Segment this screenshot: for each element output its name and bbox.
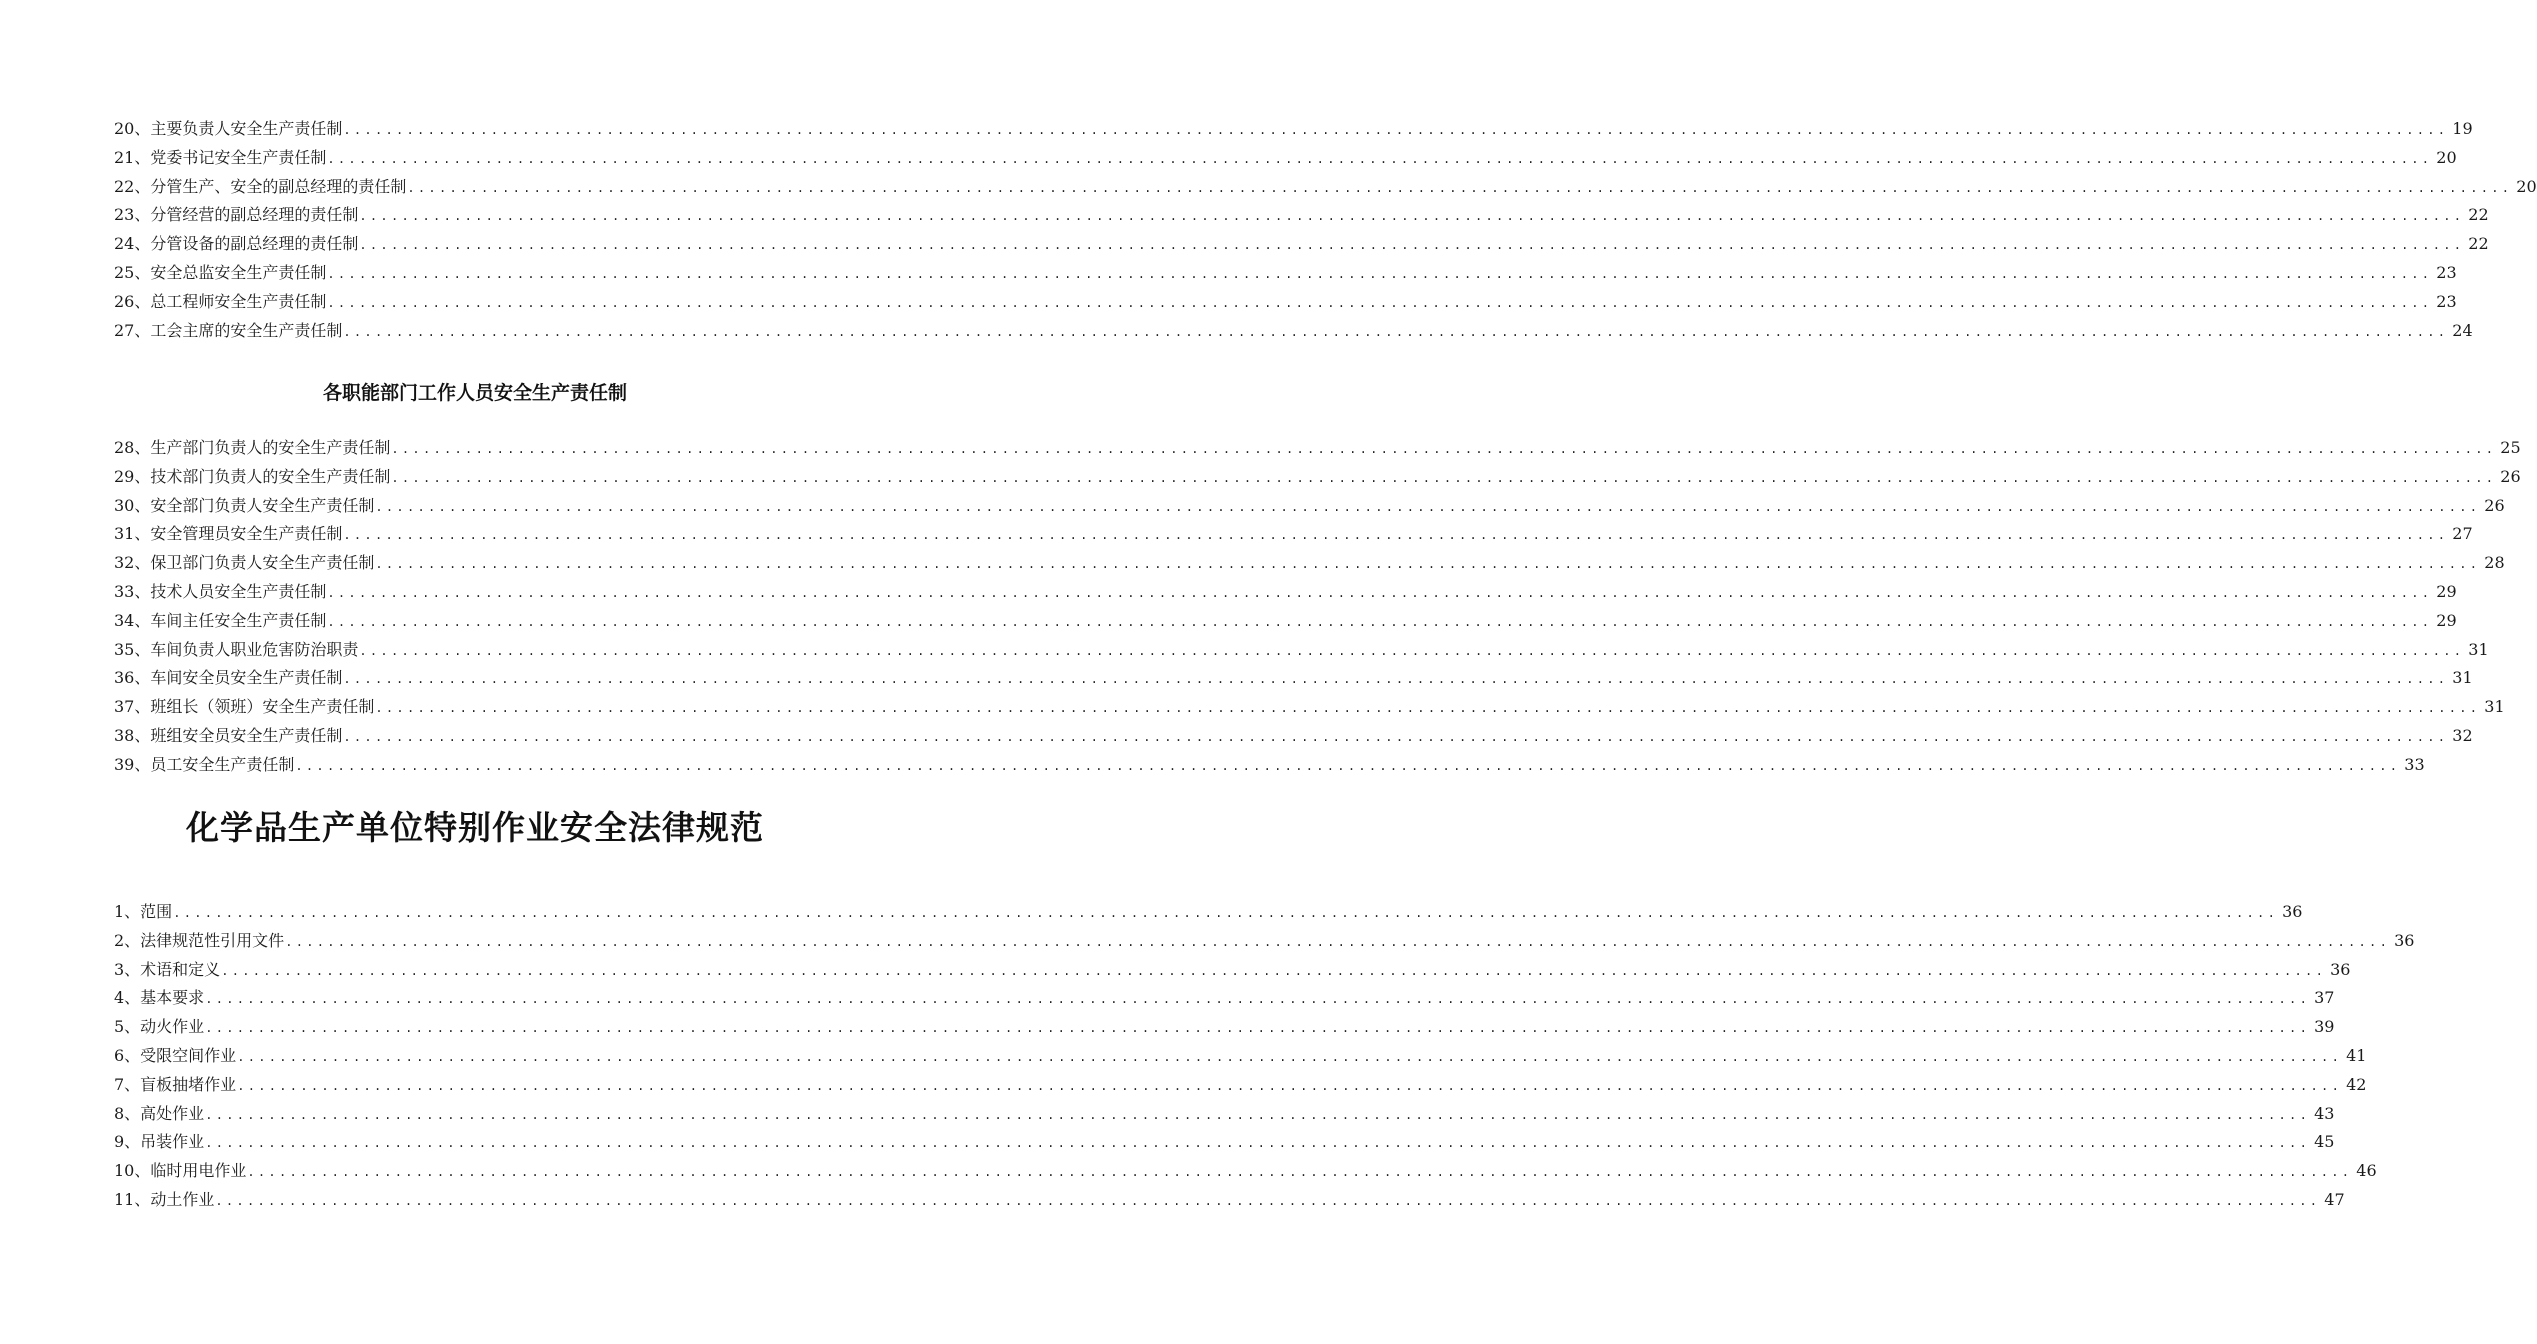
toc-entry-page-number: 20 <box>2516 176 2537 196</box>
toc-entry-title: 8、高处作业 <box>114 1103 205 1123</box>
toc-dot-leader: ........................................................................................................................................................................................................ <box>343 729 2449 744</box>
toc-dot-leader: ........................................................................................................................................................................................................ <box>391 470 2497 485</box>
toc-dot-leader: ........................................................................................................................................................................................................ <box>205 1107 2311 1122</box>
toc-entry-page-number: 26 <box>2484 495 2505 515</box>
toc-dot-leader: ........................................................................................................................................................................................................ <box>205 1021 2311 1036</box>
toc-entry-page-number: 32 <box>2452 725 2473 745</box>
toc-dot-leader: ........................................................................................................................................................................................................ <box>359 238 2465 253</box>
toc-entry-page-number: 36 <box>2394 930 2415 950</box>
toc-entry-title: 10、临时用电作业 <box>114 1161 247 1181</box>
toc-entry-title: 6、受限空间作业 <box>114 1045 237 1065</box>
toc-dot-leader: ........................................................................................................................................................................................................ <box>327 585 2433 600</box>
toc-entry-title: 20、主要负责人安全生产责任制 <box>114 119 343 138</box>
toc-dot-leader: ........................................................................................................................................................................................................ <box>343 672 2449 687</box>
toc-entry-page-number: 39 <box>2314 1017 2335 1037</box>
toc-entry[interactable] <box>114 259 2457 288</box>
toc-entry-title: 29、技术部门负责人的安全生产责任制 <box>114 466 391 486</box>
toc-dot-leader: ........................................................................................................................................................................................................ <box>359 643 2465 658</box>
toc-entry[interactable] <box>114 434 2521 463</box>
toc-dot-leader: ........................................................................................................................................................................................................ <box>359 209 2465 224</box>
toc-entry[interactable] <box>114 751 2425 780</box>
toc-dot-leader: ........................................................................................................................................................................................................ <box>215 1193 2321 1208</box>
toc-entry-page-number: 23 <box>2436 291 2457 311</box>
toc-dot-leader: ........................................................................................................................................................................................................ <box>295 758 2401 773</box>
toc-dot-leader: ........................................................................................................................................................................................................ <box>343 324 2449 339</box>
toc-entry-title: 22、分管生产、安全的副总经理的责任制 <box>114 176 407 196</box>
toc-entry-title: 3、术语和定义 <box>114 959 221 979</box>
toc-entry-title: 23、分管经营的副总经理的责任制 <box>114 205 359 225</box>
toc-dot-leader: ........................................................................................................................................................................................................ <box>375 557 2481 572</box>
toc-entry-title: 28、生产部门负责人的安全生产责任制 <box>114 438 391 457</box>
toc-entry[interactable] <box>114 984 2335 1013</box>
toc-dot-leader: ........................................................................................................................................................................................................ <box>343 123 2449 137</box>
toc-entry[interactable] <box>114 1157 2377 1186</box>
toc-entry[interactable] <box>114 492 2505 521</box>
toc-entry-title: 9、吊装作业 <box>114 1132 205 1152</box>
toc-entry-page-number: 36 <box>2330 959 2351 979</box>
toc-entry-title: 30、安全部门负责人安全生产责任制 <box>114 495 375 515</box>
toc-entry-page-number: 36 <box>2282 902 2303 921</box>
toc-list-responsibility-leaders <box>114 115 2537 345</box>
toc-dot-leader: ........................................................................................................................................................................................................ <box>173 906 2279 920</box>
toc-entry[interactable] <box>114 956 2351 985</box>
toc-dot-leader: ........................................................................................................................................................................................................ <box>327 151 2433 166</box>
toc-entry-title: 32、保卫部门负责人安全生产责任制 <box>114 553 375 573</box>
toc-entry-title: 25、安全总监安全生产责任制 <box>114 262 327 282</box>
toc-entry[interactable] <box>114 1071 2367 1100</box>
toc-dot-leader: ........................................................................................................................................................................................................ <box>343 528 2449 543</box>
toc-entry-page-number: 43 <box>2314 1103 2335 1123</box>
toc-entry[interactable] <box>114 549 2505 578</box>
toc-entry[interactable] <box>114 201 2489 230</box>
toc-entry-page-number: 29 <box>2436 581 2457 601</box>
toc-entry[interactable] <box>114 607 2457 636</box>
toc-entry-title: 4、基本要求 <box>114 988 205 1008</box>
toc-entry[interactable] <box>114 636 2489 665</box>
toc-entry-page-number: 45 <box>2314 1132 2335 1152</box>
toc-entry-title: 1、范围 <box>114 902 173 921</box>
toc-dot-leader: ........................................................................................................................................................................................................ <box>205 1136 2311 1151</box>
toc-entry[interactable] <box>114 578 2457 607</box>
toc-dot-leader: ........................................................................................................................................................................................................ <box>237 1049 2343 1064</box>
toc-entry-page-number: 31 <box>2484 697 2505 717</box>
toc-dot-leader: ........................................................................................................................................................................................................ <box>285 934 2391 949</box>
toc-dot-leader: ........................................................................................................................................................................................................ <box>391 442 2497 456</box>
toc-entry-page-number: 25 <box>2500 438 2521 457</box>
toc-entry-page-number: 19 <box>2452 119 2473 138</box>
toc-entry[interactable] <box>114 144 2457 173</box>
toc-dot-leader: ........................................................................................................................................................................................................ <box>327 266 2433 281</box>
toc-entry-page-number: 24 <box>2452 320 2473 340</box>
toc-entry-title: 36、车间安全员安全生产责任制 <box>114 668 343 688</box>
toc-entry-page-number: 27 <box>2452 524 2473 544</box>
toc-entry[interactable] <box>114 1042 2367 1071</box>
toc-entry[interactable] <box>114 722 2473 751</box>
toc-entry[interactable] <box>114 664 2473 693</box>
toc-entry-page-number: 22 <box>2468 205 2489 225</box>
toc-entry[interactable] <box>114 1013 2335 1042</box>
toc-dot-leader: ........................................................................................................................................................................................................ <box>237 1078 2343 1093</box>
toc-entry-title: 35、车间负责人职业危害防治职责 <box>114 639 359 659</box>
toc-entry-title: 7、盲板抽堵作业 <box>114 1074 237 1094</box>
toc-entry-page-number: 33 <box>2404 754 2425 774</box>
toc-entry-title: 33、技术人员安全生产责任制 <box>114 581 327 601</box>
toc-dot-leader: ........................................................................................................................................................................................................ <box>407 180 2513 195</box>
toc-entry[interactable] <box>114 693 2505 722</box>
toc-entry-page-number: 41 <box>2346 1045 2367 1065</box>
toc-dot-leader: ........................................................................................................................................................................................................ <box>327 295 2433 310</box>
toc-entry-page-number: 20 <box>2436 147 2457 167</box>
toc-entry[interactable] <box>114 1100 2335 1129</box>
toc-entry[interactable] <box>114 1128 2335 1157</box>
toc-dot-leader: ........................................................................................................................................................................................................ <box>375 701 2481 716</box>
toc-entry-title: 27、工会主席的安全生产责任制 <box>114 320 343 340</box>
toc-entry[interactable] <box>114 463 2521 492</box>
toc-dot-leader: ........................................................................................................................................................................................................ <box>375 499 2481 514</box>
toc-entry-page-number: 29 <box>2436 610 2457 630</box>
toc-entry-title: 5、动火作业 <box>114 1017 205 1037</box>
toc-entry[interactable] <box>114 230 2489 259</box>
toc-entry-title: 21、党委书记安全生产责任制 <box>114 147 327 167</box>
toc-entry-title: 11、动土作业 <box>114 1189 215 1209</box>
toc-dot-leader: ........................................................................................................................................................................................................ <box>247 1165 2353 1180</box>
toc-entry[interactable] <box>114 898 2303 927</box>
toc-entry-title: 24、分管设备的副总经理的责任制 <box>114 234 359 254</box>
toc-entry-page-number: 22 <box>2468 234 2489 254</box>
section-heading-departments: 各职能部门工作人员安全生产责任制 <box>322 382 627 404</box>
toc-entry[interactable] <box>114 115 2473 144</box>
toc-entry-page-number: 26 <box>2500 466 2521 486</box>
toc-entry-title: 39、员工安全生产责任制 <box>114 754 295 774</box>
toc-entry-title: 38、班组安全员安全生产责任制 <box>114 725 343 745</box>
toc-entry-page-number: 31 <box>2452 668 2473 688</box>
toc-list-special-operations <box>114 898 2415 1215</box>
section-heading-special-operations: 化学品生产单位特别作业安全法律规范 <box>186 808 764 847</box>
toc-entry-title: 37、班组长（领班）安全生产责任制 <box>114 697 375 717</box>
toc-entry[interactable] <box>114 288 2457 317</box>
toc-entry-page-number: 31 <box>2468 639 2489 659</box>
toc-entry-title: 31、安全管理员安全生产责任制 <box>114 524 343 544</box>
toc-dot-leader: ........................................................................................................................................................................................................ <box>327 614 2433 629</box>
toc-entry-title: 26、总工程师安全生产责任制 <box>114 291 327 311</box>
toc-entry-title: 34、车间主任安全生产责任制 <box>114 610 327 630</box>
toc-entry-page-number: 23 <box>2436 262 2457 282</box>
toc-dot-leader: ........................................................................................................................................................................................................ <box>221 963 2327 978</box>
toc-entry-page-number: 37 <box>2314 988 2335 1008</box>
toc-entry[interactable] <box>114 520 2473 549</box>
toc-entry-page-number: 42 <box>2346 1074 2367 1094</box>
toc-entry[interactable] <box>114 1186 2345 1215</box>
toc-entry-page-number: 47 <box>2324 1189 2345 1209</box>
toc-entry[interactable] <box>114 317 2473 346</box>
toc-entry[interactable] <box>114 927 2415 956</box>
toc-entry-page-number: 46 <box>2356 1161 2377 1181</box>
toc-entry-page-number: 28 <box>2484 553 2505 573</box>
toc-entry[interactable] <box>114 173 2537 202</box>
toc-list-departments <box>114 434 2521 780</box>
toc-dot-leader: ........................................................................................................................................................................................................ <box>205 992 2311 1007</box>
toc-entry-title: 2、法律规范性引用文件 <box>114 930 285 950</box>
